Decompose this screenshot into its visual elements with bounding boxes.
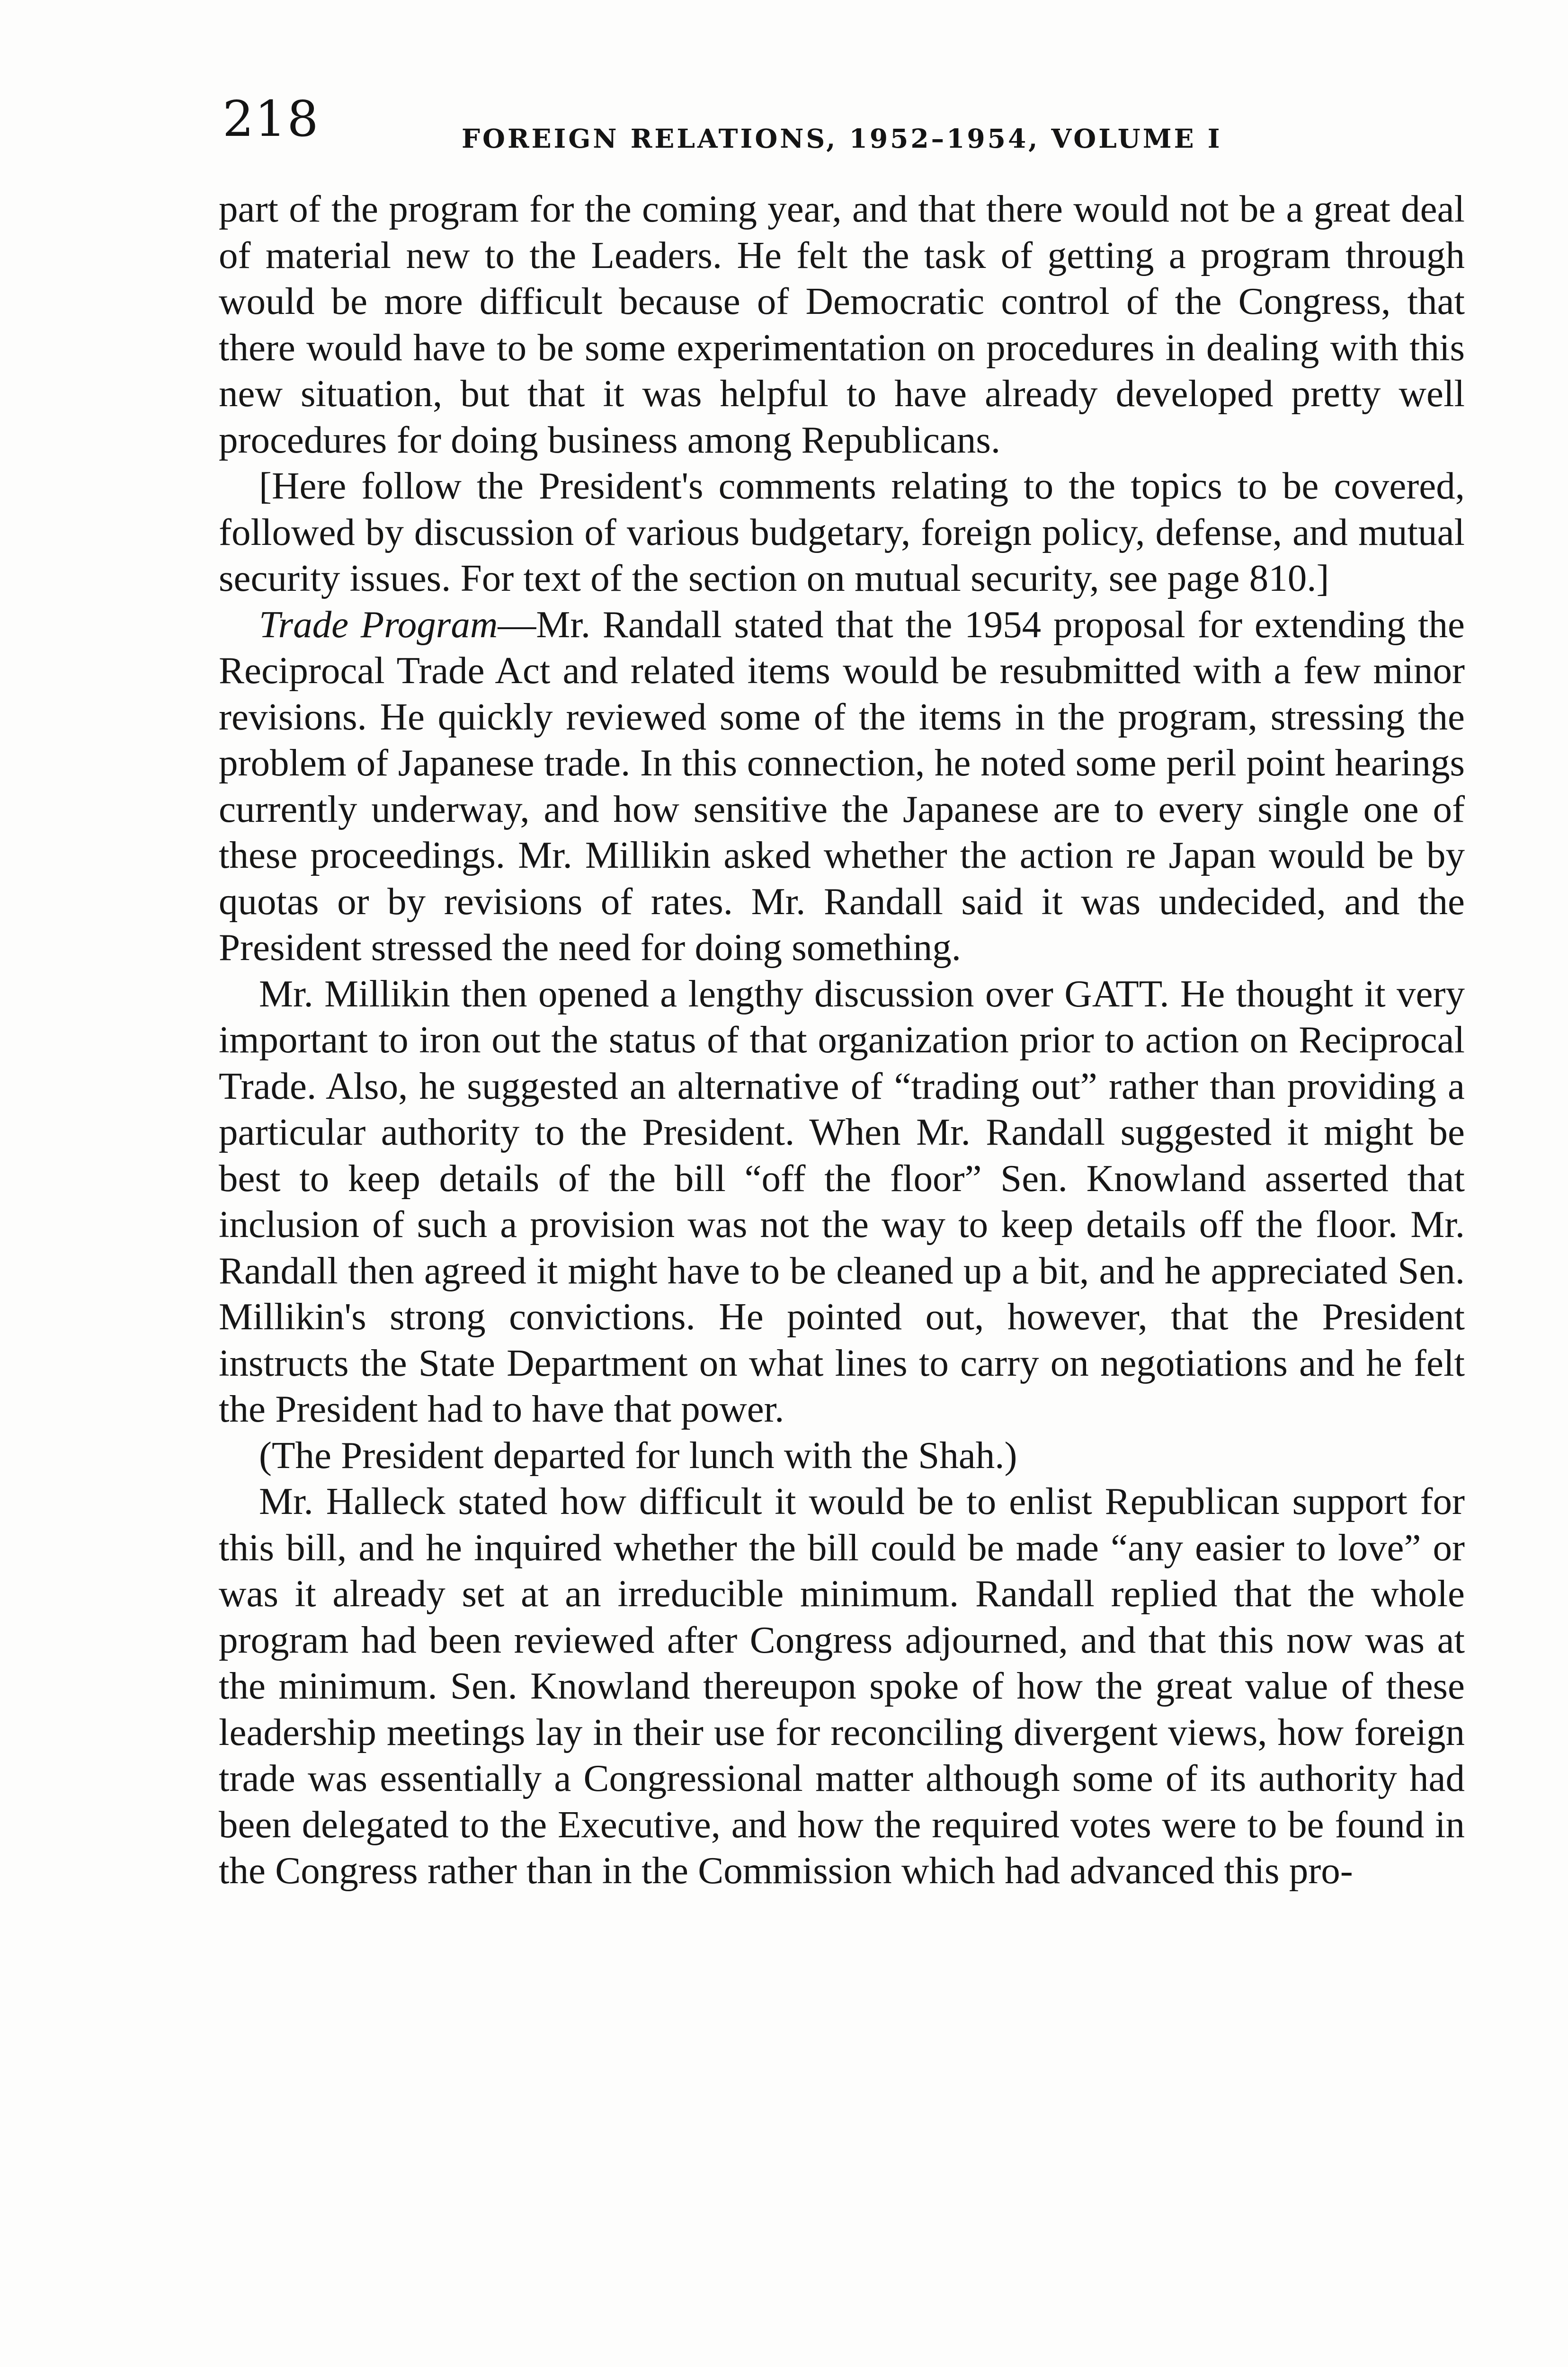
running-title: FOREIGN RELATIONS, 1952–1954, VOLUME I — [462, 123, 1222, 154]
page-number: 218 — [223, 90, 320, 148]
paragraph-gatt-discussion: Mr. Millikin then opened a lengthy discussion over GATT. He thought it very important to iron out the status of that organization prior to action on Reciprocal Trade. Also, he suggested an alternative of “trading out” rather than providing a particular authority to the President. When Mr. Randall suggested it might be best to keep details of the bill “off the floor” Sen. Knowland asserted that inclusion of such a provision was not the way to keep details off the floor. Mr. Randall then agreed it might have to be cleaned up a bit, and he appreciated Sen. Millikin's strong convictions. He pointed out, however, that the President instructs the State Department on what lines to carry on negotiations and he felt the President had to have that power. — [219, 972, 1465, 1430]
paragraph-trade-program — [219, 602, 1465, 971]
paragraph-editorial-note: [Here follow the President's comments relating to the topics to be covered, followed by discussion of various budgetary, foreign policy, defense, and mutual security issues. For text of the section on mutual security, see page 810.] — [219, 464, 1465, 599]
running-head — [223, 85, 1472, 161]
trade-program-heading: Trade Program — [259, 603, 498, 646]
paragraph-continuation: part of the program for the coming year, and that there would not be a great deal of material new to the Leaders. He felt the task of getting a program through would be more difficult because of Democratic control of the Congress, that there would have to be some experimentation on procedures in dealing with this new situation, but that it was helpful to have already developed pretty well procedures for doing business among Republicans. — [219, 187, 1465, 461]
paragraph-halleck: Mr. Halleck stated how difficult it would be to enlist Republican support for this bill, and he inquired whether the bill could be made “any easier to love” or was it already set at an irreducible minimum. Randall replied that the whole program had been reviewed after Congress adjourned, and that this now was at the minimum. Sen. Knowland thereupon spoke of how the great value of these leadership meetings lay in their use for reconciling divergent views, how foreign trade was essentially a Congressional matter although some of its authority had been delegated to the Executive, and how the required votes were to be found in the Congress rather than in the Commission which had advanced this pro- — [219, 1480, 1465, 1892]
trade-program-text: —Mr. Randall stated that the 1954 proposal for extending the Reciprocal Trade Act and related items would be resubmitted with a few minor revisions. He quickly reviewed some of the items in the program, stressing the problem of Japanese trade. In this connection, he noted some peril point hearings currently underway, and how sensitive the Japanese are to every single one of these proceedings. Mr. Millikin asked whether the action re Japan would be by quotas or by revisions of rates. Mr. Randall said it was undecided, and the President stressed the need for doing something. — [219, 603, 1465, 969]
paragraph-president-departed: (The President departed for lunch with the Shah.) — [259, 1433, 1017, 1477]
body-text — [219, 186, 1465, 1894]
